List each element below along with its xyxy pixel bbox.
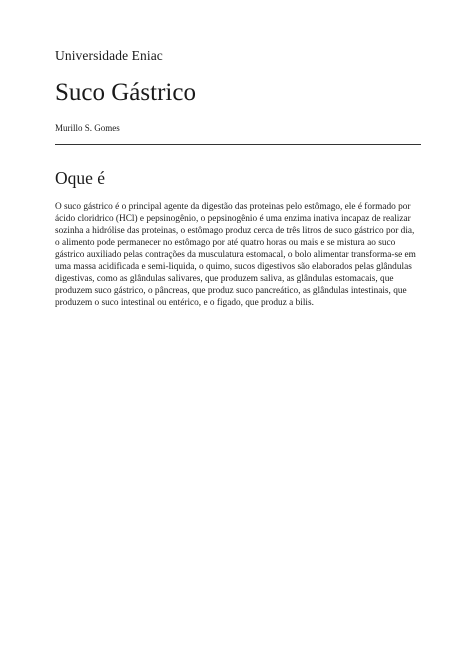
institution-name: Universidade Eniac xyxy=(55,48,163,63)
document-title: Suco Gástrico xyxy=(55,79,196,106)
page-content xyxy=(55,48,421,309)
section-heading: Oque é xyxy=(55,168,106,188)
author-name: Murillo S. Gomes xyxy=(55,123,120,133)
title-divider xyxy=(55,144,421,145)
section-paragraph: O suco gástrico é o principal agente da digestão das proteinas pelo estômago, ele é formado por ácido cloridrico (HCl) e pepsinogênio, o pepsinogênio é uma enzima inativa incapaz de realizar sozinha a hidrólise das proteinas, o estômago produz cerca de três litros de suco gástrico por dia, o alimento pode permanecer no estômago por até quatro horas ou mais e se mistura ao suco gástrico auxiliado pelas contrações da musculatura estomacal, o bolo alimentar transforma-se em uma massa acidificada e semi-liquida, o quimo, sucos digestivos são elaborados pelas glândulas digestivas, como as glândulas salivares, que produzem saliva, as glândulas estomacais, que produzem suco gástrico, o pâncreas, que produz suco pancreático, as glândulas intestinais, que produzem o suco intestinal ou entérico, e o figado, que produz a bilis. xyxy=(55,202,416,308)
